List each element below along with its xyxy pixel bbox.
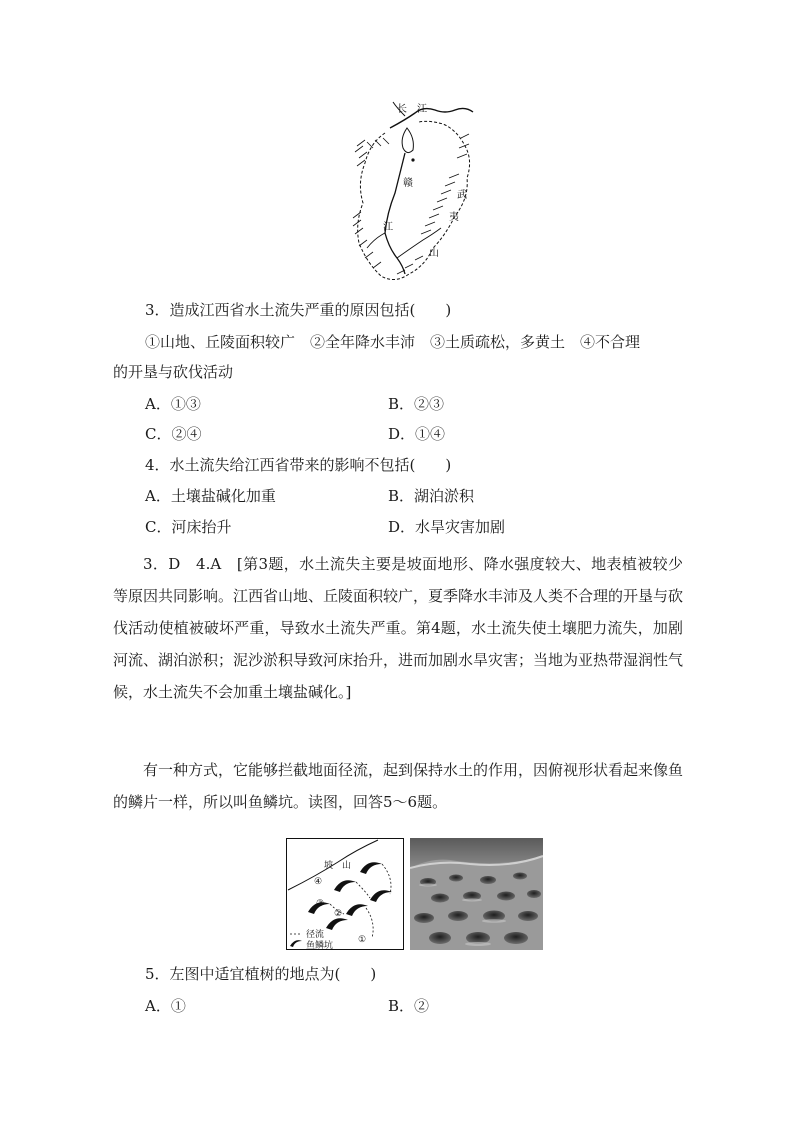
intro-paragraph <box>113 754 683 818</box>
intro-text: 有一种方式，它能够拦截地面径流，起到保持水土的作用，因俯视形状看起来像鱼的鳞片一样，所以叫鱼鳞坑。读图，回答5～6题。 <box>113 761 684 811</box>
marker-2: ② <box>334 909 343 919</box>
q4-option-d: D．水旱灾害加剧 <box>388 518 506 536</box>
q4-option-c: C．河床抬升 <box>145 518 232 536</box>
marker-3: ③ <box>316 899 325 909</box>
fish-scale-pit-diagram <box>286 838 404 950</box>
answer-explanation <box>113 548 683 708</box>
q3-option-b: B．②③ <box>388 395 445 413</box>
marker-1: ① <box>358 935 367 945</box>
jiangxi-map <box>345 98 485 288</box>
q5-stem: 5．左图中适宜植树的地点为( ) <box>145 965 377 983</box>
q4-stem: 4．水土流失给江西省带来的影响不包括( ) <box>145 456 452 474</box>
fish-scale-pit-photo <box>410 838 543 950</box>
map-label-chang: 长 <box>397 104 407 115</box>
q5-option-b: B．② <box>388 997 430 1015</box>
q4-option-a: A．土壤盐碱化加重 <box>145 487 276 505</box>
map-label-wu: 武 <box>457 190 467 201</box>
legend-fish-scale-pit: 鱼鳞坑 <box>306 941 334 950</box>
q3-options-line1: ①山地、丘陵面积较广 ②全年降水丰沛 ③土质疏松，多黄土 ④不合理 <box>145 333 641 351</box>
legend-runoff: 径流 <box>306 930 325 940</box>
map-label-gan: 赣 <box>403 178 413 189</box>
diagram-slope-label: 坡 山 <box>324 861 352 871</box>
q4-option-b: B．湖泊淤积 <box>388 487 475 505</box>
map-label-jiang2: 江 <box>383 222 393 233</box>
q5-option-a: A．① <box>145 997 186 1015</box>
q3-option-d: D．①④ <box>388 425 446 443</box>
q3-options-line2: 的开垦与砍伐活动 <box>113 363 234 381</box>
map-label-jiang: 江 <box>417 104 427 115</box>
marker-4: ④ <box>314 877 323 887</box>
map-label-yi: 夷 <box>449 212 459 223</box>
q3-stem: 3．造成江西省水土流失严重的原因包括( ) <box>145 301 452 319</box>
q3-option-a: A．①③ <box>145 395 201 413</box>
q3-option-c: C．②④ <box>145 425 202 443</box>
answer-text: 3．D 4.A [第3题，水土流失主要是坡面地形、降水强度较大、地表植被较少等原因共同影响。江西省山地、丘陵面积较广，夏季降水丰沛及人类不合理的开垦与砍伐活动使植被破坏严重，导致水土流失严重。第4题，水土流失使土壤肥力流失，加剧河流、湖泊淤积；泥沙淤积导致河床抬升，进而加剧水旱灾害；当地为亚热带湿润性气候，水土流失不会加重土壤盐碱化。] <box>113 555 684 701</box>
map-label-shan: 山 <box>429 248 439 259</box>
